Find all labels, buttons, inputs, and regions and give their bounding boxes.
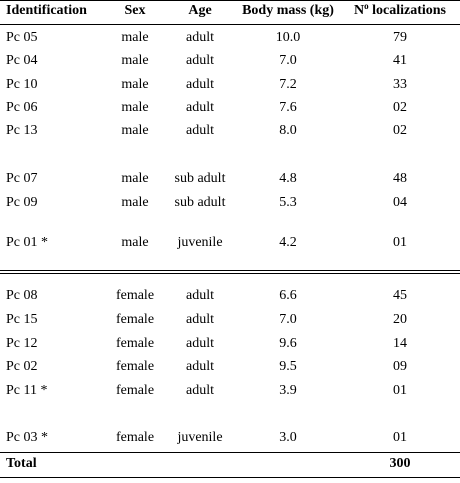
- cell-body-mass: 8.0: [279, 123, 297, 138]
- cell-identification: Pc 01 *: [6, 235, 48, 250]
- total-label: Total: [6, 456, 37, 471]
- cell-sex: female: [115, 288, 155, 303]
- cell-sex: female: [115, 430, 155, 445]
- cell-identification: Pc 07: [6, 171, 38, 186]
- cell-identification: Pc 05: [6, 30, 38, 45]
- cell-identification: Pc 13: [6, 123, 38, 138]
- cell-localizations: 01: [393, 430, 407, 445]
- cell-identification: Pc 11 *: [6, 383, 48, 398]
- cell-age: juvenile: [177, 235, 223, 250]
- cell-age: adult: [186, 312, 214, 327]
- header-loc-sup: o: [364, 1, 369, 11]
- header-sex: Sex: [124, 3, 146, 18]
- cell-sex: female: [115, 359, 155, 374]
- cell-body-mass: 10.0: [275, 30, 301, 45]
- cell-localizations: 02: [393, 123, 407, 138]
- cell-sex: male: [121, 77, 149, 92]
- table-row: [0, 97, 460, 119]
- table-row: [0, 380, 460, 402]
- cell-localizations: 79: [393, 30, 407, 45]
- table-row: [0, 74, 460, 96]
- table-row: [0, 333, 460, 355]
- cell-body-mass: 3.9: [279, 383, 297, 398]
- cell-body-mass: 5.3: [279, 195, 297, 210]
- cell-localizations: 41: [393, 53, 407, 68]
- cell-identification: Pc 12: [6, 336, 38, 351]
- cell-age: adult: [186, 77, 214, 92]
- header-loc-suffix: localizations: [368, 3, 446, 18]
- cell-identification: Pc 02: [6, 359, 38, 374]
- total-localizations: 300: [389, 456, 411, 471]
- cell-sex: female: [115, 312, 155, 327]
- cell-identification: Pc 06: [6, 100, 38, 115]
- table-row: [0, 356, 460, 378]
- cell-age: sub adult: [174, 171, 226, 186]
- table-row: [0, 50, 460, 72]
- bottom-rule: [0, 477, 460, 478]
- cell-localizations: 20: [393, 312, 407, 327]
- cell-identification: Pc 04: [6, 53, 38, 68]
- group-separator-bottom: [0, 273, 460, 274]
- table-row: [0, 192, 460, 214]
- group-separator-top: [0, 270, 460, 271]
- cell-sex: female: [115, 383, 155, 398]
- total-row: [0, 453, 460, 475]
- table-row: [0, 309, 460, 331]
- header-rule: [0, 24, 460, 25]
- cell-localizations: 02: [393, 100, 407, 115]
- table-row: [0, 232, 460, 254]
- cell-age: adult: [186, 359, 214, 374]
- cell-body-mass: 7.0: [279, 312, 297, 327]
- header-identification: Identification: [6, 3, 87, 18]
- cell-body-mass: 4.2: [279, 235, 297, 250]
- cell-localizations: 14: [393, 336, 407, 351]
- cell-body-mass: 7.2: [279, 77, 297, 92]
- cell-identification: Pc 09: [6, 195, 38, 210]
- cell-body-mass: 7.0: [279, 53, 297, 68]
- cell-sex: female: [115, 336, 155, 351]
- cell-body-mass: 4.8: [279, 171, 297, 186]
- table-row: [0, 427, 460, 449]
- cell-identification: Pc 03 *: [6, 430, 48, 445]
- cell-localizations: 45: [393, 288, 407, 303]
- cell-body-mass: 9.5: [279, 359, 297, 374]
- table-row: [0, 27, 460, 49]
- header-body-mass: Body mass (kg): [242, 3, 334, 18]
- cell-age: sub adult: [174, 195, 226, 210]
- cell-age: adult: [186, 30, 214, 45]
- cell-age: adult: [186, 336, 214, 351]
- cell-body-mass: 9.6: [279, 336, 297, 351]
- cell-sex: male: [121, 195, 149, 210]
- table-row: [0, 168, 460, 190]
- header-localizations: [340, 0, 460, 22]
- cell-age: adult: [186, 288, 214, 303]
- header-loc-prefix: N: [353, 3, 365, 18]
- cell-sex: male: [121, 100, 149, 115]
- cell-localizations: 33: [393, 77, 407, 92]
- header-row: [0, 0, 460, 22]
- table-row: [0, 285, 460, 307]
- cell-age: adult: [186, 100, 214, 115]
- cell-localizations: 09: [393, 359, 407, 374]
- table-row: [0, 120, 460, 142]
- cell-localizations: 01: [393, 235, 407, 250]
- cell-age: adult: [186, 53, 214, 68]
- cell-identification: Pc 08: [6, 288, 38, 303]
- cell-sex: male: [121, 30, 149, 45]
- cell-age: juvenile: [177, 430, 223, 445]
- cell-localizations: 01: [393, 383, 407, 398]
- cell-sex: male: [121, 53, 149, 68]
- cell-localizations: 04: [393, 195, 407, 210]
- cell-identification: Pc 10: [6, 77, 38, 92]
- header-age: Age: [188, 3, 212, 18]
- cell-body-mass: 3.0: [279, 430, 297, 445]
- cell-sex: male: [121, 123, 149, 138]
- cell-body-mass: 6.6: [279, 288, 297, 303]
- cell-age: adult: [186, 123, 214, 138]
- cell-identification: Pc 15: [6, 312, 38, 327]
- cell-localizations: 48: [393, 171, 407, 186]
- cell-sex: male: [121, 171, 149, 186]
- cell-body-mass: 7.6: [279, 100, 297, 115]
- cell-age: adult: [186, 383, 214, 398]
- cell-sex: male: [121, 235, 149, 250]
